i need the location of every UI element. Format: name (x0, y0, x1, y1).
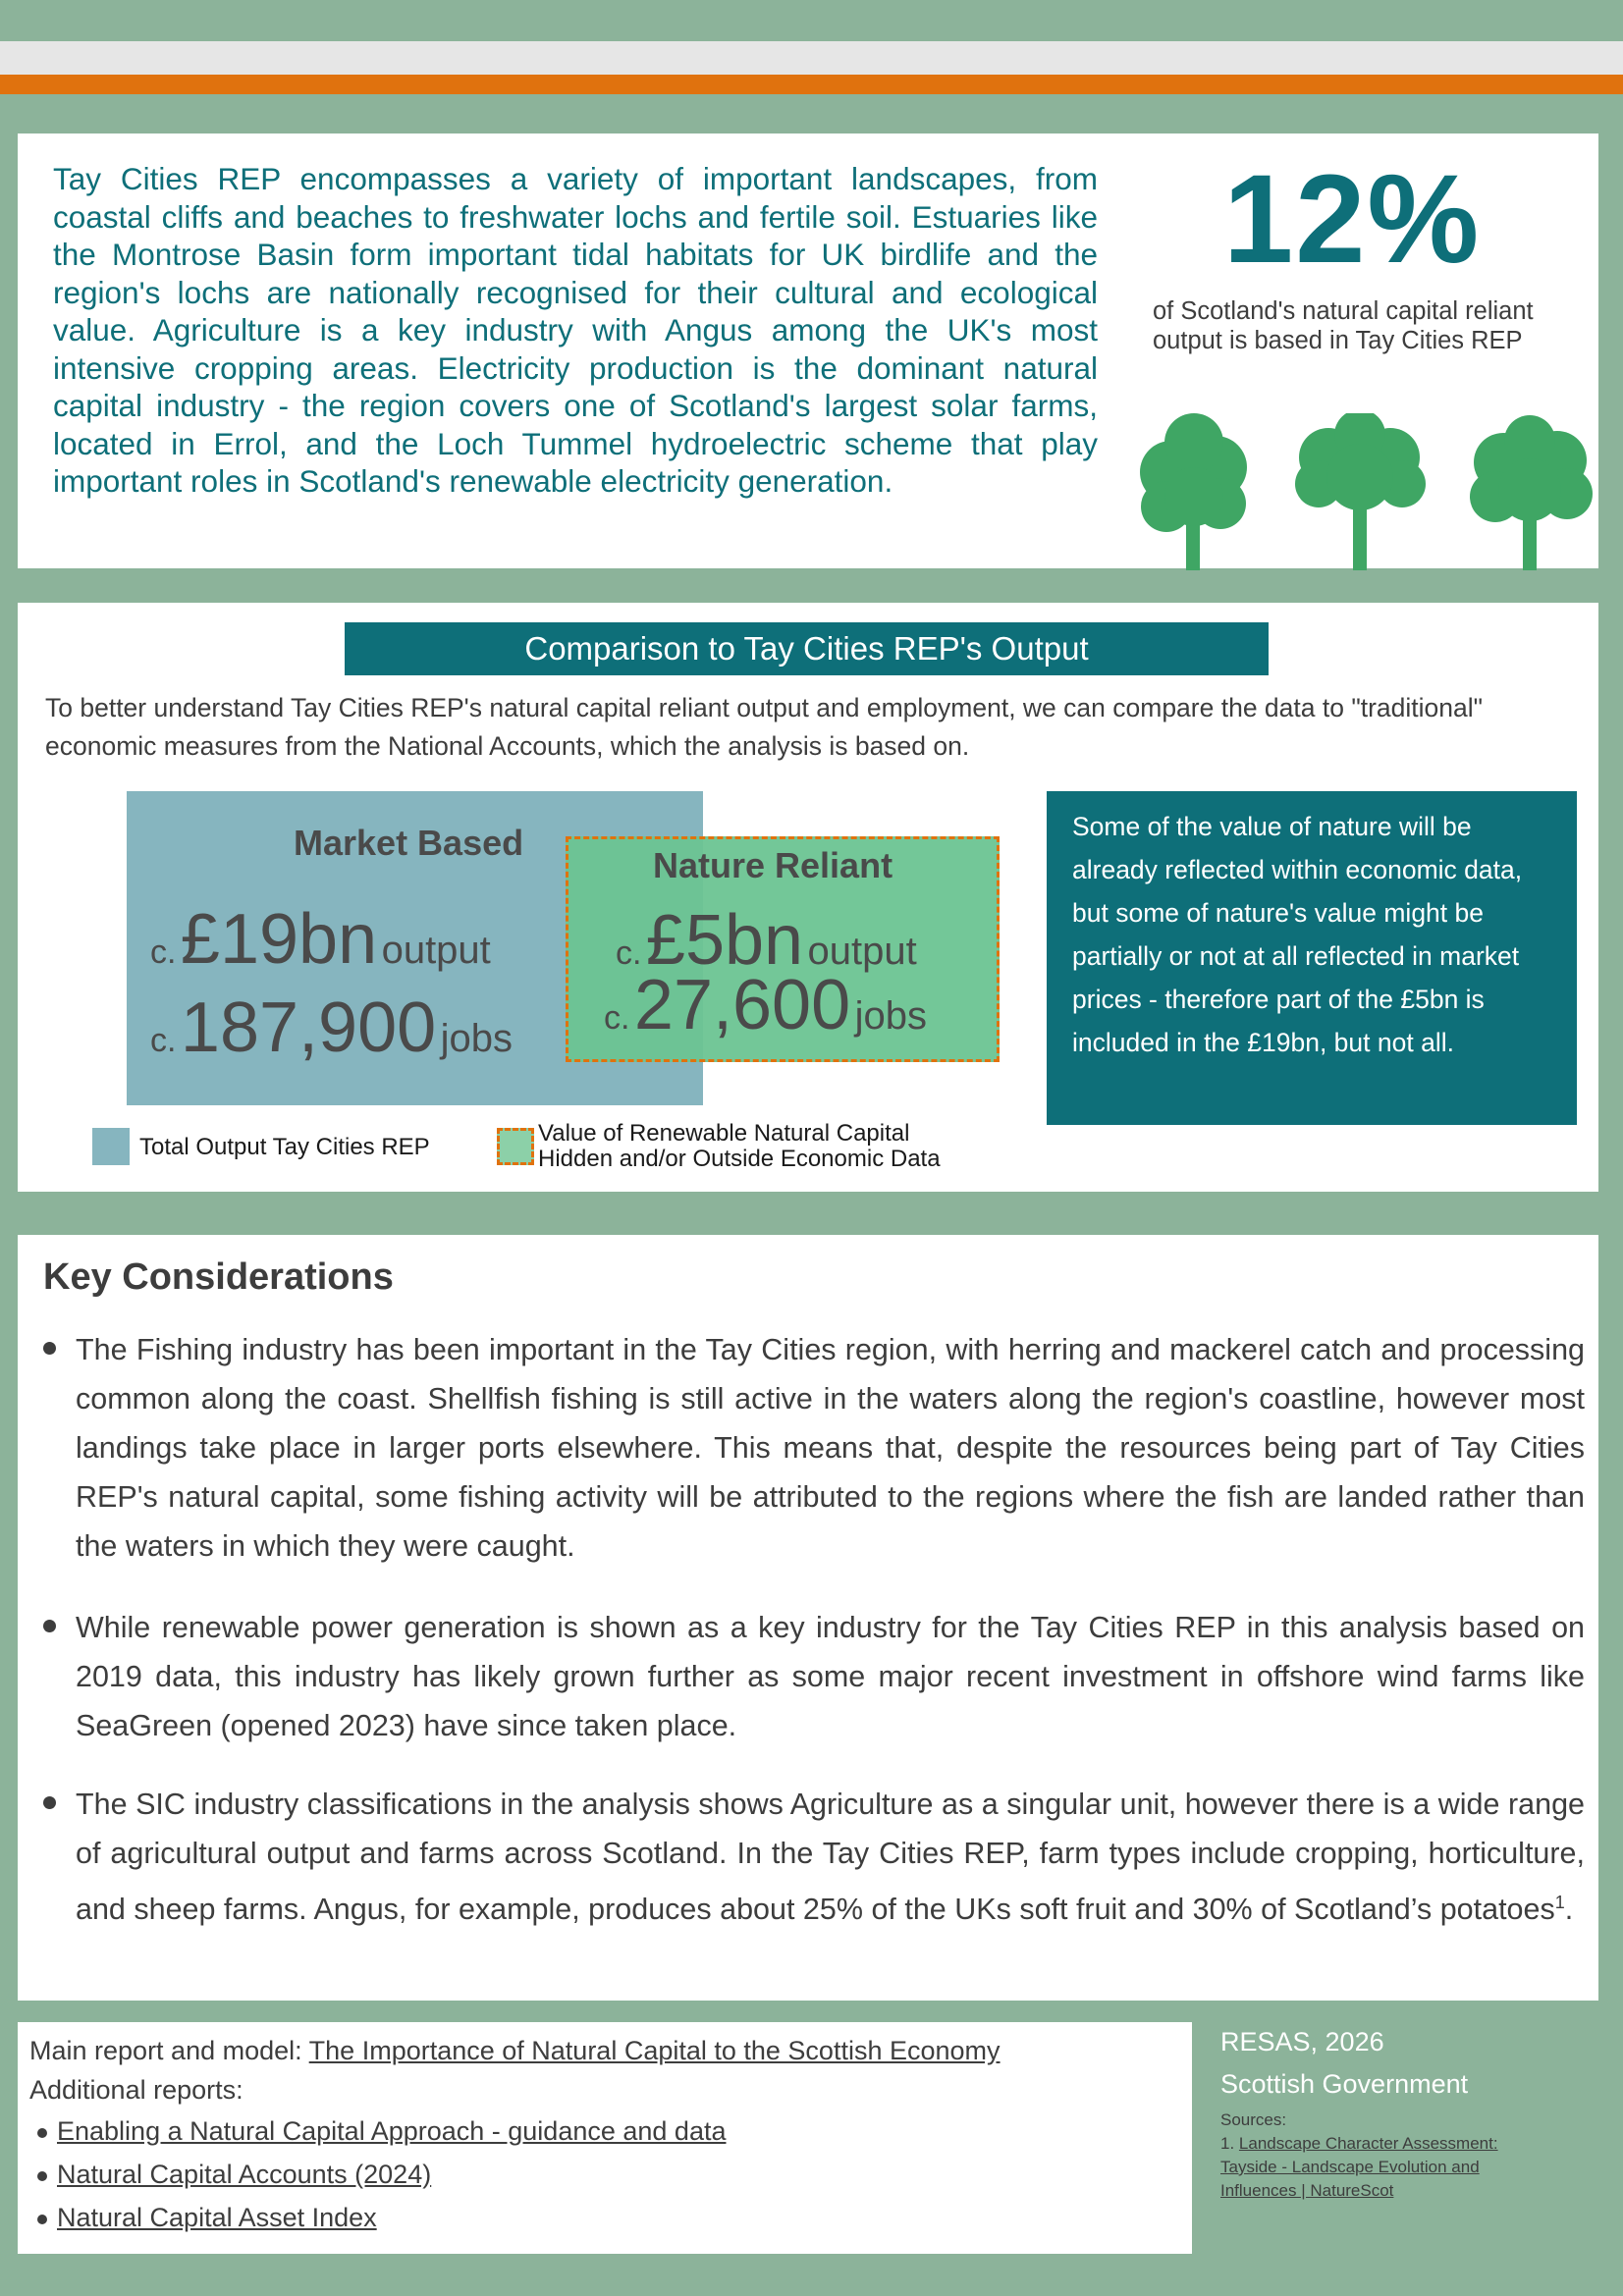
consideration-fishing: The Fishing industry has been important in the Tay Cities region, with herring and mackerel catch and processing common along the coast. Shellfish fishing is still active in the waters along the region's coastline, however most landings take place in larger ports elsewhere. This means that, despite the resources being part of Tay Cities REP's natural capital, some fishing activity will be attributed to the regions where the fish are landed rather than the waters in which they were caught. (76, 1333, 1585, 1563)
market-jobs-unit: jobs (440, 1017, 514, 1060)
consideration-agriculture (76, 1780, 1585, 1934)
link-enabling-natural-capital[interactable]: Enabling a Natural Capital Approach - guidance and data (57, 2116, 727, 2146)
intro-paragraph: Tay Cities REP encompasses a variety of important landscapes, from coastal cliffs and beaches to freshwater lochs and fertile soil. Estuaries like the Montrose Basin form important tidal habitats for UK birdlife and the region's lochs are nationally recognised for their cultural and ecological value. Agriculture is a key industry with Angus among the UK's most intensive cropping areas. Electricity production is the dominant natural capital industry - the region covers one of Scotland's largest solar farms, located in Errol, and the Loch Tummel hydroelectric scheme that play important roles in Scotland's renewable electricity generation. (53, 161, 1098, 499)
link-natural-capital-accounts[interactable]: Natural Capital Accounts (2024) (57, 2160, 432, 2189)
nature-reliant-box (566, 836, 1000, 1062)
consideration-agriculture-text: The SIC industry classifications in the analysis shows Agriculture as a singular unit, however there is a wide range of agricultural output and farms across Scotland. In the Tay Cities REP, farm types include cropping, horticulture, and sheep farms. Angus, for example, produces about 25% of the UKs soft fruit and 30% of Scotland’s potatoes (76, 1788, 1585, 1927)
stat-caption: of Scotland's natural capital reliant output is based in Tay Cities REP (1153, 297, 1534, 354)
source-number: 1. (1220, 2134, 1235, 2153)
footnote-marker: 1 (1554, 1893, 1565, 1912)
comparison-title: Comparison to Tay Cities REP's Output (345, 622, 1269, 675)
comparison-intro: To better understand Tay Cities REP's natural capital reliant output and employment, we can compare the data to "traditional" economic measures from the National Accounts, which the analysis is based on. (45, 693, 1484, 761)
market-heading: Market Based (294, 823, 524, 863)
key-considerations-panel (18, 1235, 1598, 2001)
main-report-line (29, 2036, 1001, 2065)
bullet-icon (43, 1342, 56, 1355)
link-natural-capital-asset-index[interactable]: Natural Capital Asset Index (57, 2203, 377, 2232)
market-output-unit: output (381, 929, 491, 972)
legend-hidden-line1: Value of Renewable Natural Capital (538, 1120, 910, 1147)
bullet-icon (37, 2128, 47, 2138)
org-year: RESAS, 2026 (1220, 2027, 1384, 2056)
bullet-icon (37, 2171, 47, 2181)
market-output (150, 899, 491, 980)
source-item (1220, 2132, 1544, 2203)
intro-panel (18, 133, 1598, 568)
market-jobs-value: 187,900 (180, 988, 437, 1067)
key-considerations-title: Key Considerations (43, 1256, 394, 1298)
header-stripe-grey (0, 41, 1623, 75)
bullet-icon (43, 1796, 56, 1809)
nature-jobs-prefix: c. (604, 999, 630, 1037)
stat-value: 12% (1223, 149, 1482, 290)
legend-swatch-total (92, 1128, 130, 1165)
consideration-agriculture-end: . (1564, 1893, 1574, 1927)
market-jobs-prefix: c. (150, 1022, 177, 1059)
header-stripe-orange (0, 75, 1623, 94)
bullet-icon (37, 2215, 47, 2224)
market-jobs (150, 988, 513, 1068)
list-item (43, 1325, 1585, 1571)
org-name: Scottish Government (1220, 2069, 1469, 2099)
bullet-icon (43, 1620, 56, 1632)
legend-total-label: Total Output Tay Cities REP (139, 1134, 430, 1160)
comparison-panel (18, 603, 1598, 1192)
consideration-renewables: While renewable power generation is shown as a key industry for the Tay Cities REP in this analysis based on 2019 data, this industry has likely grown further as some major recent investment in offshore wind farms like SeaGreen (opened 2023) have since taken place. (76, 1611, 1585, 1742)
market-output-prefix: c. (150, 934, 177, 971)
nature-jobs (604, 965, 927, 1045)
legend-hidden-line2: Hidden and/or Outside Economic Data (538, 1146, 941, 1172)
trees-icon (1127, 413, 1598, 570)
nature-output-prefix: c. (616, 934, 642, 972)
list-item (43, 1780, 1585, 1934)
list-item (43, 1603, 1585, 1750)
nature-output-unit: output (807, 930, 917, 973)
source-link[interactable]: Landscape Character Assessment: Tayside - Landscape Evolution and Influences | NatureScot (1220, 2134, 1498, 2200)
sources-label: Sources: (1220, 2110, 1287, 2129)
nature-output-value: £5bn (645, 901, 804, 980)
nature-value-note: Some of the value of nature will be already reflected within economic data, but some of nature's value might be partially or not at all reflected in market prices - therefore part of the £5bn is included in the £19bn, but not all. (1047, 791, 1577, 1125)
footer-links-panel (18, 2022, 1192, 2254)
nature-jobs-unit: jobs (854, 994, 927, 1038)
additional-reports-label: Additional reports: (29, 2075, 243, 2105)
main-report-label: Main report and model: (29, 2036, 309, 2065)
market-output-value: £19bn (180, 900, 378, 979)
nature-jobs-value: 27,600 (633, 966, 851, 1044)
nature-heading: Nature Reliant (653, 845, 893, 885)
main-report-link[interactable]: The Importance of Natural Capital to the Scottish Economy (308, 2036, 1001, 2065)
legend-swatch-hidden (497, 1128, 534, 1165)
